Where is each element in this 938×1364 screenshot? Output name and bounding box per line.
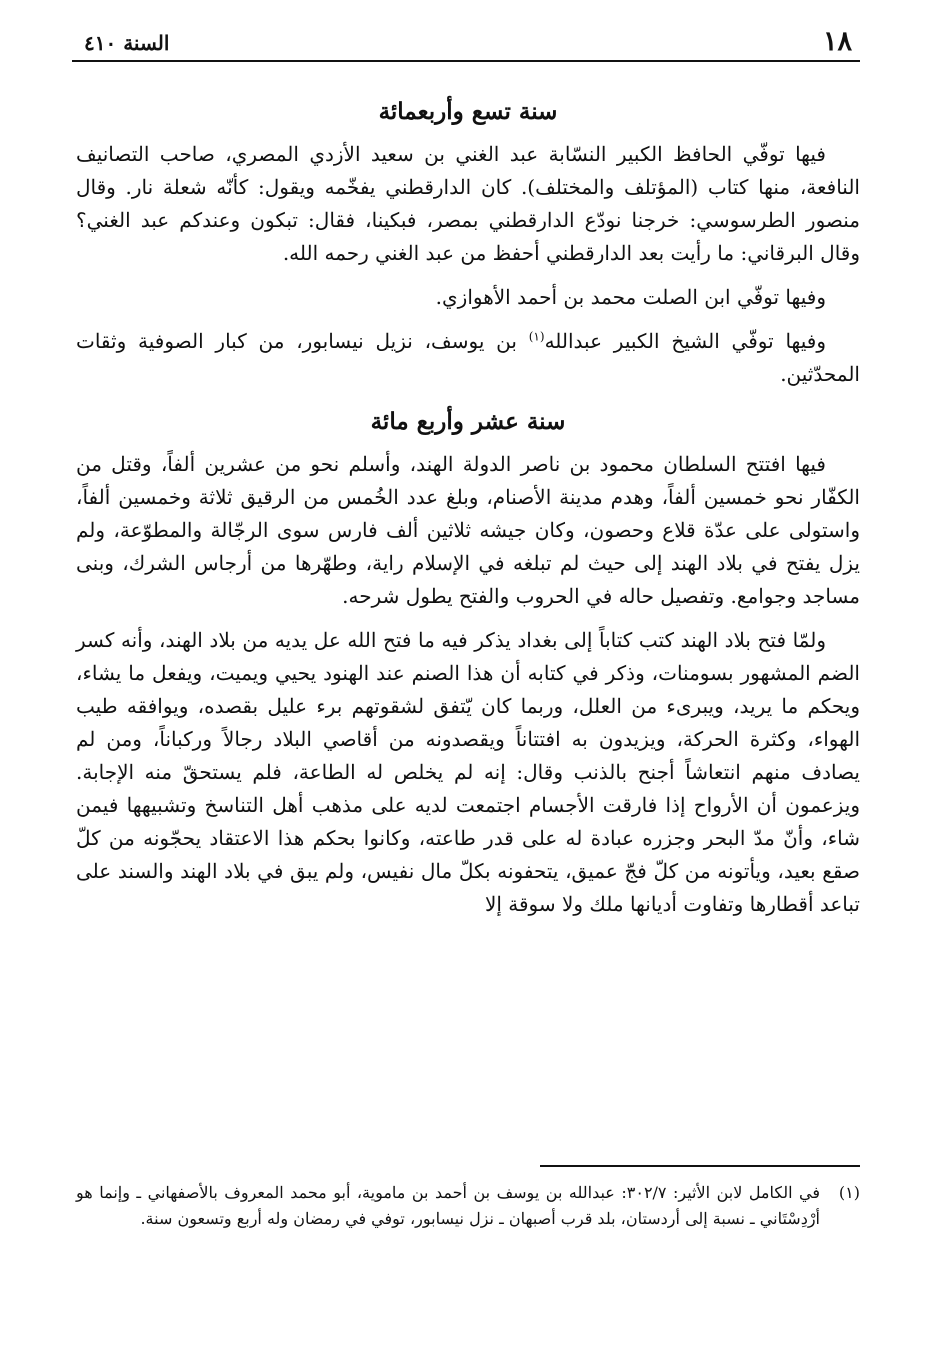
section-year-410 <box>76 402 860 921</box>
footnote-divider <box>540 1165 860 1167</box>
footnote-text: في الكامل لابن الأثير: ٣٠٢/٧: عبدالله بن يوسف بن أحمد بن ماموية، أبو محمد المعروف بالأصفهاني ـ وإنما هو أرْدِسْتَاني ـ نسبة إلى أردستان، بلد قرب أصبهان ـ نزل نيسابور، توفي في رمضان وله أربع وتسعون سنة. <box>76 1183 821 1228</box>
main-text <box>76 92 860 932</box>
footnote <box>76 1180 860 1232</box>
header-divider <box>72 60 860 62</box>
footnote-marker: (١) <box>838 1183 860 1202</box>
section-title: سنة تسع وأربعمائة <box>378 98 558 125</box>
footnote-reference: (١) <box>528 329 545 344</box>
page-header <box>72 26 860 58</box>
paragraph: وفيها توفّي ابن الصلت محمد بن أحمد الأهوازي. <box>435 285 826 309</box>
paragraph: فيها توفّي الحافظ الكبير النسّابة عبد الغني بن سعيد الأزدي المصري، صاحب التصانيف النافعة، منها كتاب (المؤتلف والمختلف). كان الدارقطني يفخّمه ويقول: كأنّه شعلة نار. وقال منصور الطرسوسي: خرجنا نودّع الدارقطني بمصر، فبكينا، فقال: تبكون وعندكم عبد الغني؟ وقال البرقاني: ما رأيت بعد الدارقطني أحفظ من عبد الغني رحمه الله. <box>76 142 860 265</box>
section-year-409 <box>76 92 860 391</box>
section-title: سنة عشر وأربع مائة <box>370 408 566 435</box>
paragraph-with-footnote <box>76 325 860 391</box>
paragraph: فيها افتتح السلطان محمود بن ناصر الدولة الهند، وأسلم نحو من عشرين ألفاً، وقتل من الكفّار نحو خمسين ألفاً، وهدم مدينة الأصنام، وبلغ عدد الخُمس من الرقيق ثلاثة وخمسين ألفاً، واستولى على عدّة قلاع وحصون، وكان جيشه ثلاثين ألف فارس سوى الرجّالة والمطوّعة، ولم يزل يفتح في بلاد الهند إلى حيث لم تبلغه في الإسلام راية، وطهّرها من أرجاس الشرك، وبنى مساجد وجوامع. وتفصيل حاله في الحروب والفتح يطول شرحه. <box>76 452 860 608</box>
running-head-year: السنة ٤١٠ <box>84 31 170 55</box>
page-number: ١٨ <box>822 26 852 57</box>
paragraph-text: وفيها توفّي الشيخ الكبير عبدالله <box>544 329 827 353</box>
paragraph-text: بن يوسف، نزيل نيسابور، من كبار الصوفية وثقات المحدّثين. <box>76 329 860 386</box>
paragraph: ولمّا فتح بلاد الهند كتب كتاباً إلى بغداد يذكر فيه ما فتح الله عل يديه من بلاد الهند، وأنه كسر الضم المشهور بسومنات، وذكر في كتابه أن هذا الصنم عند الهنود يحيي ويميت، ويفعل ما يشاء، ويحكم ما يريد، ويبرىء من العلل، وربما كان يّتفق لشقوتهم برء عليل بقصده، ويوافقه طيب الهواء، وكثرة الحركة، ويزيدون به افتتاناً ويقصدونه من أقاصي البلاد رجالاً وركباناً، ومن لم يصادف منهم انتعاشاً أجنح بالذنب وقال: إنه لم يخلص له الطاعة، فلم يستحقّ منه الإجابة. ويزعمون أن الأرواح إذا فارقت الأجسام اجتمعت لديه على مذهب أهل التناسخ وتشبيهها فيمن شاء، وأنّ مدّ البحر وجزره عبادة له على قدر طاعته، وكانوا بحكم هذا الاعتقاد يحجّونه من كلّ صقع بعيد، ويأتونه من كلّ فجّ عميق، يتحفونه بكلّ مال نفيس، ولم يبق في بلاد الهند والسند على تباعد أقطارها وتفاوت أديانها ملك ولا سوقة إلا <box>76 628 860 916</box>
